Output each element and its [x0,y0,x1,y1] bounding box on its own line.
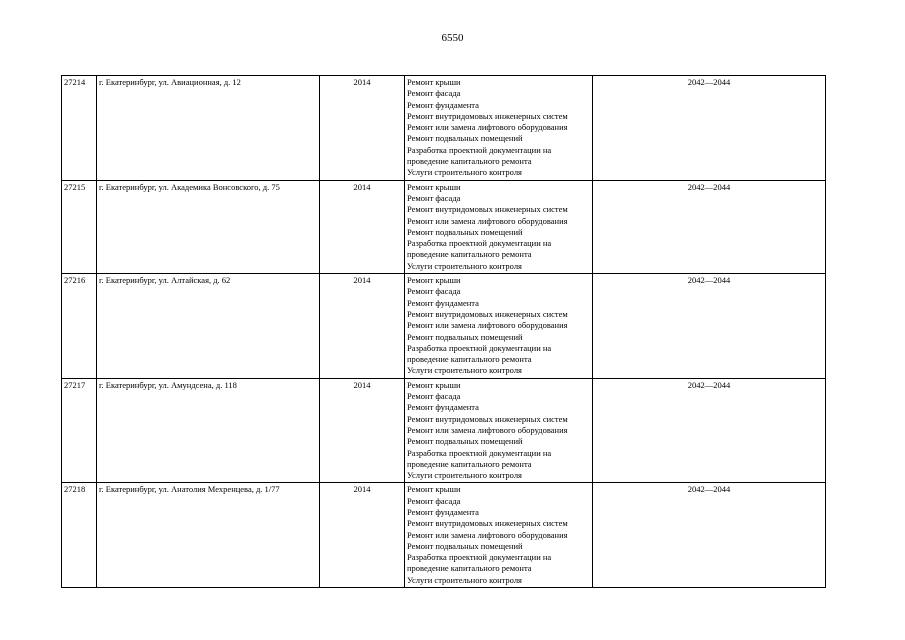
work-item: Ремонт крыши [407,484,461,495]
year-cell: 2014 [320,274,405,379]
table-row [62,180,826,273]
table-row [62,483,826,588]
address-cell: г. Екатеринбург, ул. Алтайская, д. 62 [97,274,320,379]
work-item: проведение капитального ремонта [407,249,532,260]
work-item: Разработка проектной документации на [407,238,552,249]
work-item: Ремонт подвальных помещений [407,226,523,237]
year-cell: 2014 [320,76,405,181]
building-id-cell: 27214 [62,76,97,181]
work-item: Ремонт внутридомовых инженерных систем [407,413,568,424]
address-cell: г. Екатеринбург, ул. Амундсена, д. 118 [97,378,320,483]
work-item: Ремонт подвальных помещений [407,133,523,144]
works-cell [405,378,593,483]
work-item: Услуги строительного контроля [407,470,522,481]
work-item: Ремонт или замена лифтового оборудования [407,122,568,133]
work-item: Ремонт крыши [407,275,461,286]
work-item: Разработка проектной документации на [407,342,552,353]
work-item: Услуги строительного контроля [407,167,522,178]
period-cell: 2042—2044 [593,378,826,483]
work-item: Ремонт фундамента [407,506,479,517]
work-item: Ремонт внутридомовых инженерных систем [407,110,568,121]
work-item: Ремонт подвальных помещений [407,331,523,342]
work-item: Ремонт или замена лифтового оборудования [407,320,568,331]
work-item: Ремонт фундамента [407,99,479,110]
period-cell: 2042—2044 [593,76,826,181]
works-cell [405,274,593,379]
work-item: Ремонт внутридомовых инженерных систем [407,308,568,319]
work-item: Ремонт фасада [407,192,461,203]
works-cell [405,76,593,181]
work-item: Разработка проектной документации на [407,144,552,155]
work-item: Ремонт фундамента [407,297,479,308]
work-item: Ремонт или замена лифтового оборудования [407,424,568,435]
building-id-cell: 27216 [62,274,97,379]
work-item: Услуги строительного контроля [407,574,522,585]
table-row [62,76,826,181]
work-item: Ремонт или замена лифтового оборудования [407,215,568,226]
period-cell: 2042—2044 [593,483,826,588]
works-cell [405,483,593,588]
address-cell: г. Екатеринбург, ул. Авиационная, д. 12 [97,76,320,181]
work-item: Ремонт фасада [407,495,461,506]
repair-schedule-table [61,75,826,588]
table-body [62,76,826,588]
works-cell [405,180,593,273]
year-cell: 2014 [320,180,405,273]
building-id-cell: 27215 [62,180,97,273]
table-row [62,378,826,483]
year-cell: 2014 [320,378,405,483]
building-id-cell: 27217 [62,378,97,483]
work-item: Ремонт крыши [407,379,461,390]
page-number: 6550 [441,32,464,44]
table-row [62,274,826,379]
work-item: Услуги строительного контроля [407,260,522,271]
work-item: проведение капитального ремонта [407,354,532,365]
work-item: Ремонт подвальных помещений [407,436,523,447]
work-item: проведение капитального ремонта [407,156,532,167]
work-item: проведение капитального ремонта [407,458,532,469]
work-item: проведение капитального ремонта [407,563,532,574]
work-item: Ремонт фасада [407,88,461,99]
work-item: Ремонт крыши [407,77,461,87]
work-item: Ремонт подвальных помещений [407,540,523,551]
address-cell: г. Екатеринбург, ул. Анатолия Мехренцева, д. 1/77 [97,483,320,588]
work-item: Услуги строительного контроля [407,365,522,376]
building-id-cell: 27218 [62,483,97,588]
work-item: Ремонт внутридомовых инженерных систем [407,204,568,215]
work-item: Ремонт фасада [407,391,461,402]
work-item: Ремонт фасада [407,286,461,297]
year-cell: 2014 [320,483,405,588]
work-item: Ремонт или замена лифтового оборудования [407,529,568,540]
period-cell: 2042—2044 [593,274,826,379]
work-item: Разработка проектной документации на [407,447,552,458]
work-item: Ремонт фундамента [407,402,479,413]
work-item: Ремонт крыши [407,181,461,192]
period-cell: 2042—2044 [593,180,826,273]
work-item: Ремонт внутридомовых инженерных систем [407,518,568,529]
address-cell: г. Екатеринбург, ул. Академика Вонсовского, д. 75 [97,180,320,273]
work-item: Разработка проектной документации на [407,552,552,563]
